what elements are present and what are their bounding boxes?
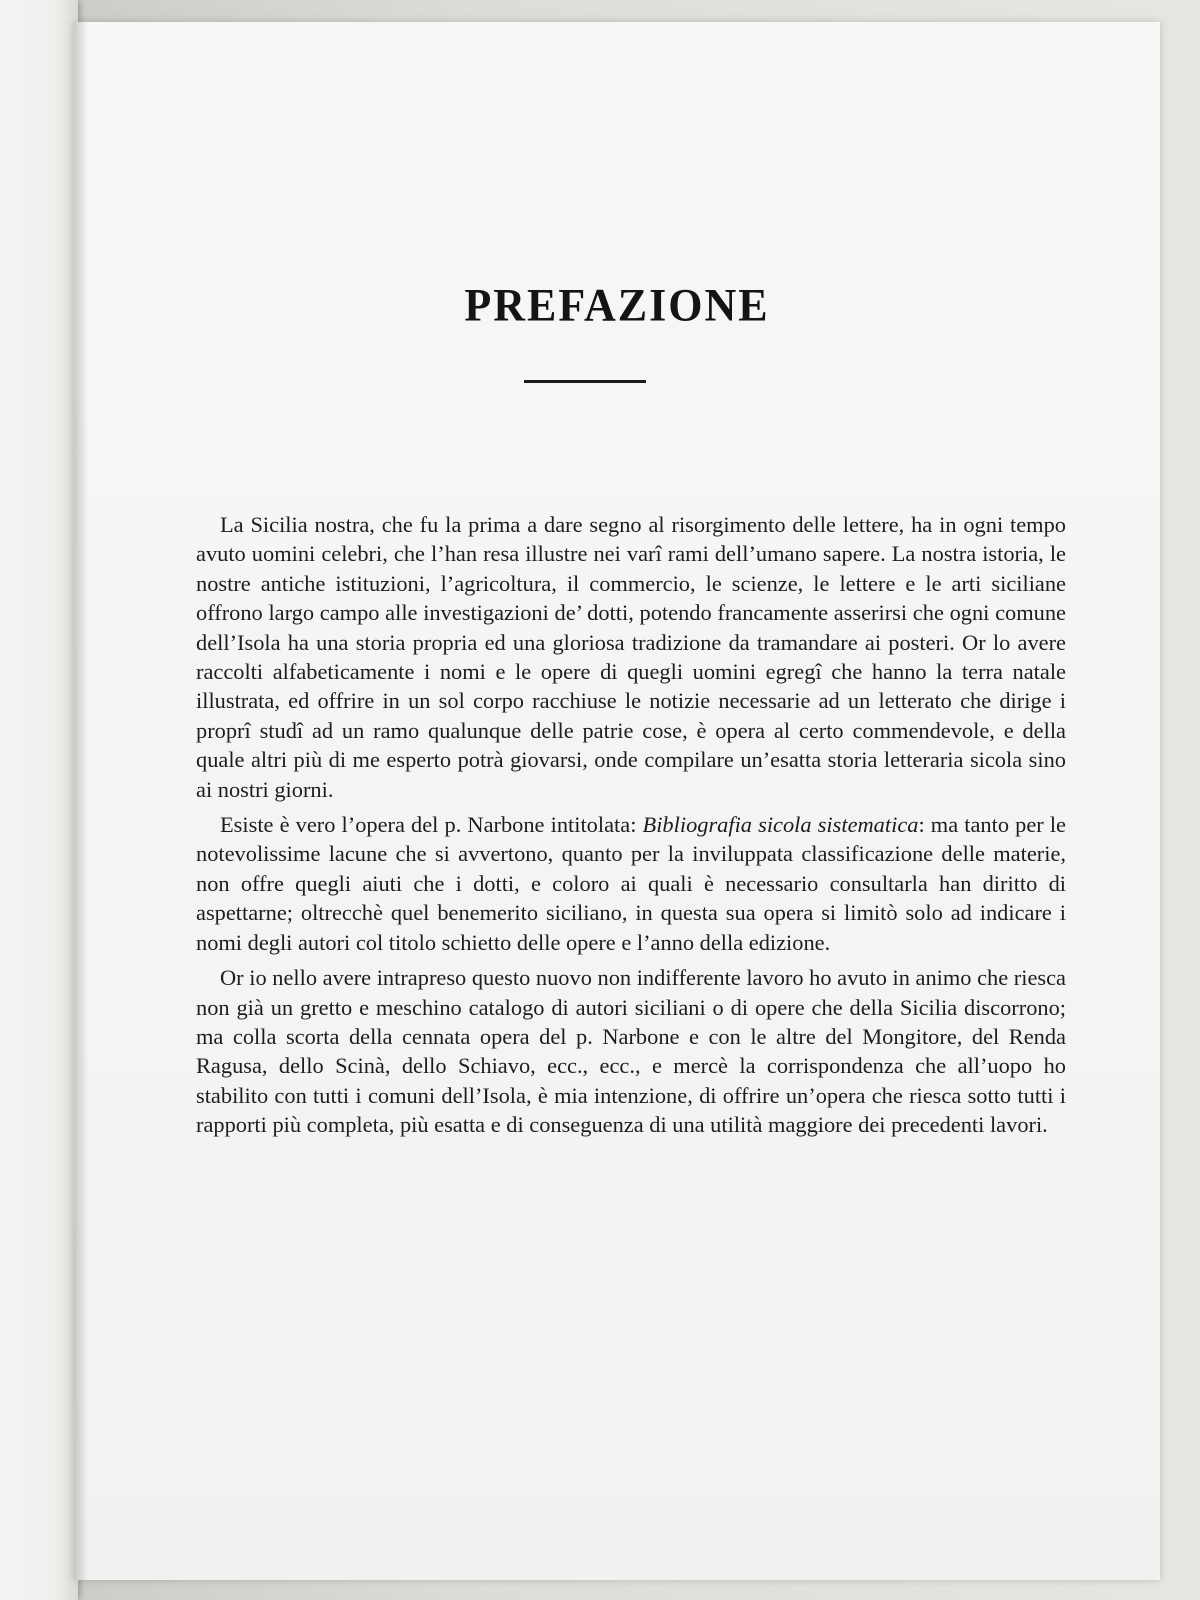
page-title: PREFAZIONE bbox=[464, 279, 770, 332]
paragraph-3: Or io nello avere intrapreso questo nuovo non indifferente lavoro ho avuto in animo che riesca non già un gretto e meschino catalogo di autori siciliani o di opere che della Sicilia discorrono; ma colla scorta della cennata opera del p. Narbone e con le altre del Mongitore, del Renda Ragusa, dello Scinà, dello Schiavo, ecc., ecc., e mercè la corrispondenza che all’uopo ho stabilito con tutti i comuni dell’Isola, è mia intenzione, di offrire un’opera che riesca sotto tutti i rapporti più completa, più esatta e di conseguenza di una utilità maggiore dei precedenti lavori. bbox=[196, 965, 1066, 1138]
paragraph-2-rest: : ma tanto per le notevolissime lacune che si avvertono, quanto per la inviluppata classificazione delle materie, non offre quegli aiuti che i dotti, e coloro ai quali è necessario consultarla han diritto di aspettarne; oltrecchè quel benemerito siciliano, in questa sua opera si limitò solo ad indicare i nomi degli autori col titolo schietto delle opere e l’anno della edizione. bbox=[196, 812, 1066, 955]
paragraph-2 bbox=[196, 810, 1066, 957]
book-page bbox=[74, 22, 1160, 1580]
left-page-edge bbox=[0, 0, 78, 1600]
body-text bbox=[196, 510, 1066, 1140]
paragraph-1: La Sicilia nostra, che fu la prima a dare segno al risorgimento delle lettere, ha in ogni tempo avuto uomini celebri, che l’han resa illustre nei varî rami dell’umano sapere. La nostra istoria, le nostre antiche istituzioni, l’agricoltura, il commercio, le scienze, le lettere e le arti siciliane offrono largo campo alle investigazioni de’ dotti, potendo francamente asserirsi che ogni comune dell’Isola ha una storia propria ed una gloriosa tradizione da tramandare ai posteri. Or lo avere raccolti alfabeticamente i nomi e le opere di quegli uomini egregî che hanno la terra natale illustrata, ed offrire in un sol corpo racchiuse le notizie necessarie ad un letterato che dirige i proprî studî ad un ramo qualunque delle patrie cose, è opera al certo commendevole, e della quale altri più di me esperto potrà giovarsi, onde compilare un’esatta storia letteraria sicola sino ai nostri giorni. bbox=[196, 512, 1066, 802]
cited-work-title: Bibliografia sicola sistematica bbox=[642, 812, 919, 838]
paragraph-2-intro: Esiste è vero l’opera del p. Narbone intitolata: bbox=[220, 812, 643, 838]
title-divider bbox=[524, 380, 646, 383]
spine-shadow bbox=[74, 22, 88, 1580]
